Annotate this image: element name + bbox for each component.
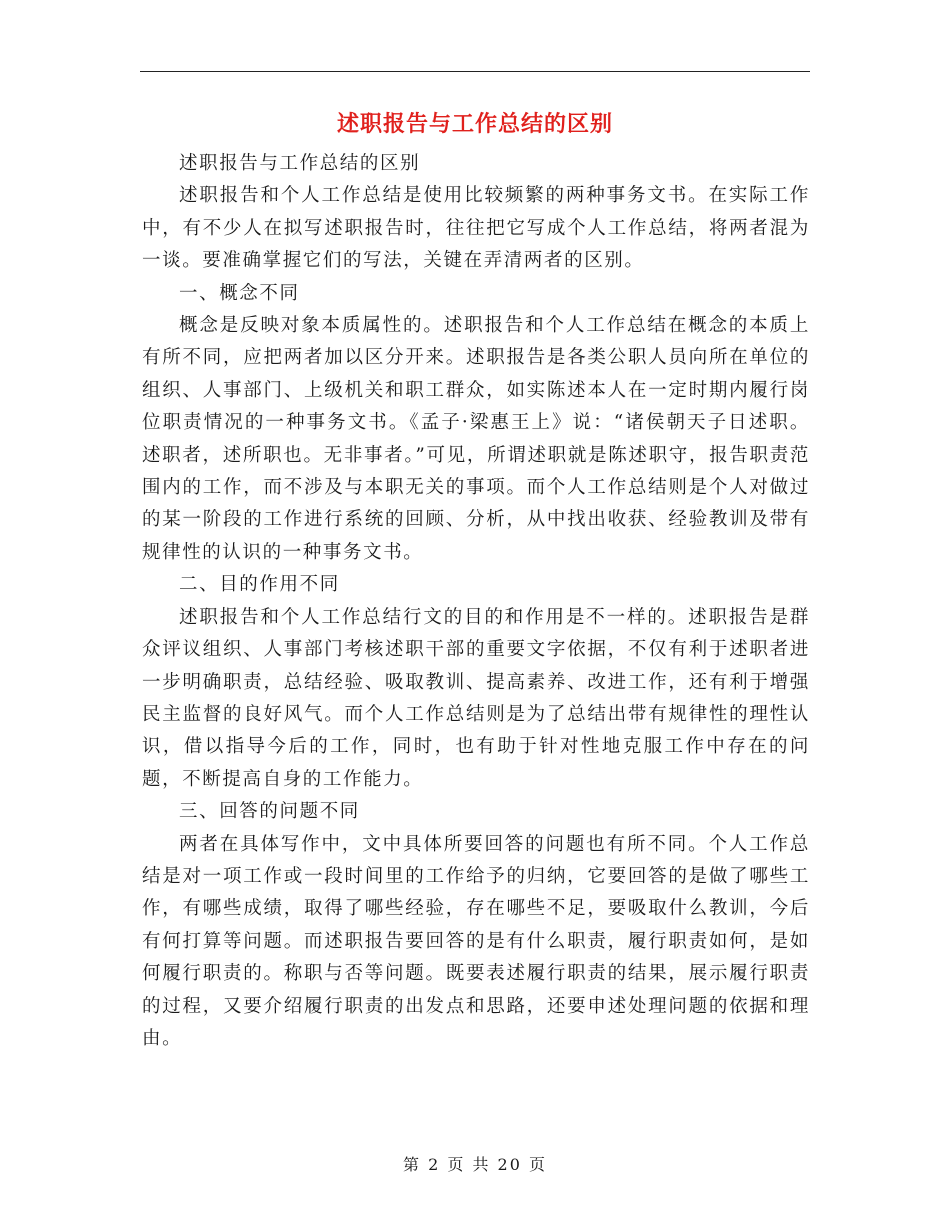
page-number-footer: 第 2 页 共 20 页 [403,1155,547,1174]
section-heading-purpose: 二、目的作用不同 [179,574,340,596]
paragraph-concept: 概念是反映对象本质属性的。述职报告和个人工作总结在概念的本质上有所不同，应把两者加以区分开来。述职报告是各类公职人员向所在单位的组织、人事部门、上级机关和职工群众，如实陈述本人在一定时期内履行岗位职责情况的一种事务文书。《孟子·梁惠王上》说：“诸侯朝天子日述职。述职者，述所职也。无非事者。”可见，所谓述职就是陈述职守，报告职责范围内的工作，而不涉及与本职无关的事项。而个人工作总结则是个人对做过的某一阶段的工作进行系统的回顾、分析，从中找出收获、经验教训及带有规律性的认识的一种事务文书。 [142,315,810,563]
paragraph-intro: 述职报告和个人工作总结是使用比较频繁的两种事务文书。在实际工作中，有不少人在拟写述职报告时，往往把它写成个人工作总结，将两者混为一谈。要准确掌握它们的写法，关键在弄清两者的区别。 [142,185,810,272]
header-rule [140,71,810,72]
paragraph-purpose: 述职报告和个人工作总结行文的目的和作用是不一样的。述职报告是群众评议组织、人事部门考核述职干部的重要文字依据，不仅有利于述职者进一步明确职责，总结经验、吸取教训、提高素养、改进工作，还有利于增强民主监督的良好风气。而个人工作总结则是为了总结出带有规律性的理性认识，借以指导今后的工作，同时，也有助于针对性地克服工作中存在的问题，不断提高自身的工作能力。 [142,606,810,790]
section-heading-questions: 三、回答的问题不同 [179,801,360,823]
document-title: 述职报告与工作总结的区别 [336,111,613,137]
section-heading-concept: 一、概念不同 [179,282,300,304]
paragraph-questions: 两者在具体写作中，文中具体所要回答的问题也有所不同。个人工作总结是对一项工作或一段时间里的工作给予的归纳，它要回答的是做了哪些工作，有哪些成绩，取得了哪些经验，存在哪些不足，要吸取什么教训，今后有何打算等问题。而述职报告要回答的是有什么职责，履行职责如何，是如何履行职责的。称职与否等问题。既要表述履行职责的结果，展示履行职责的过程，又要介绍履行职责的出发点和思路，还要申述处理问题的依据和理由。 [142,833,810,1049]
document-body [142,148,810,1055]
paragraph-subtitle: 述职报告与工作总结的区别 [179,153,421,174]
